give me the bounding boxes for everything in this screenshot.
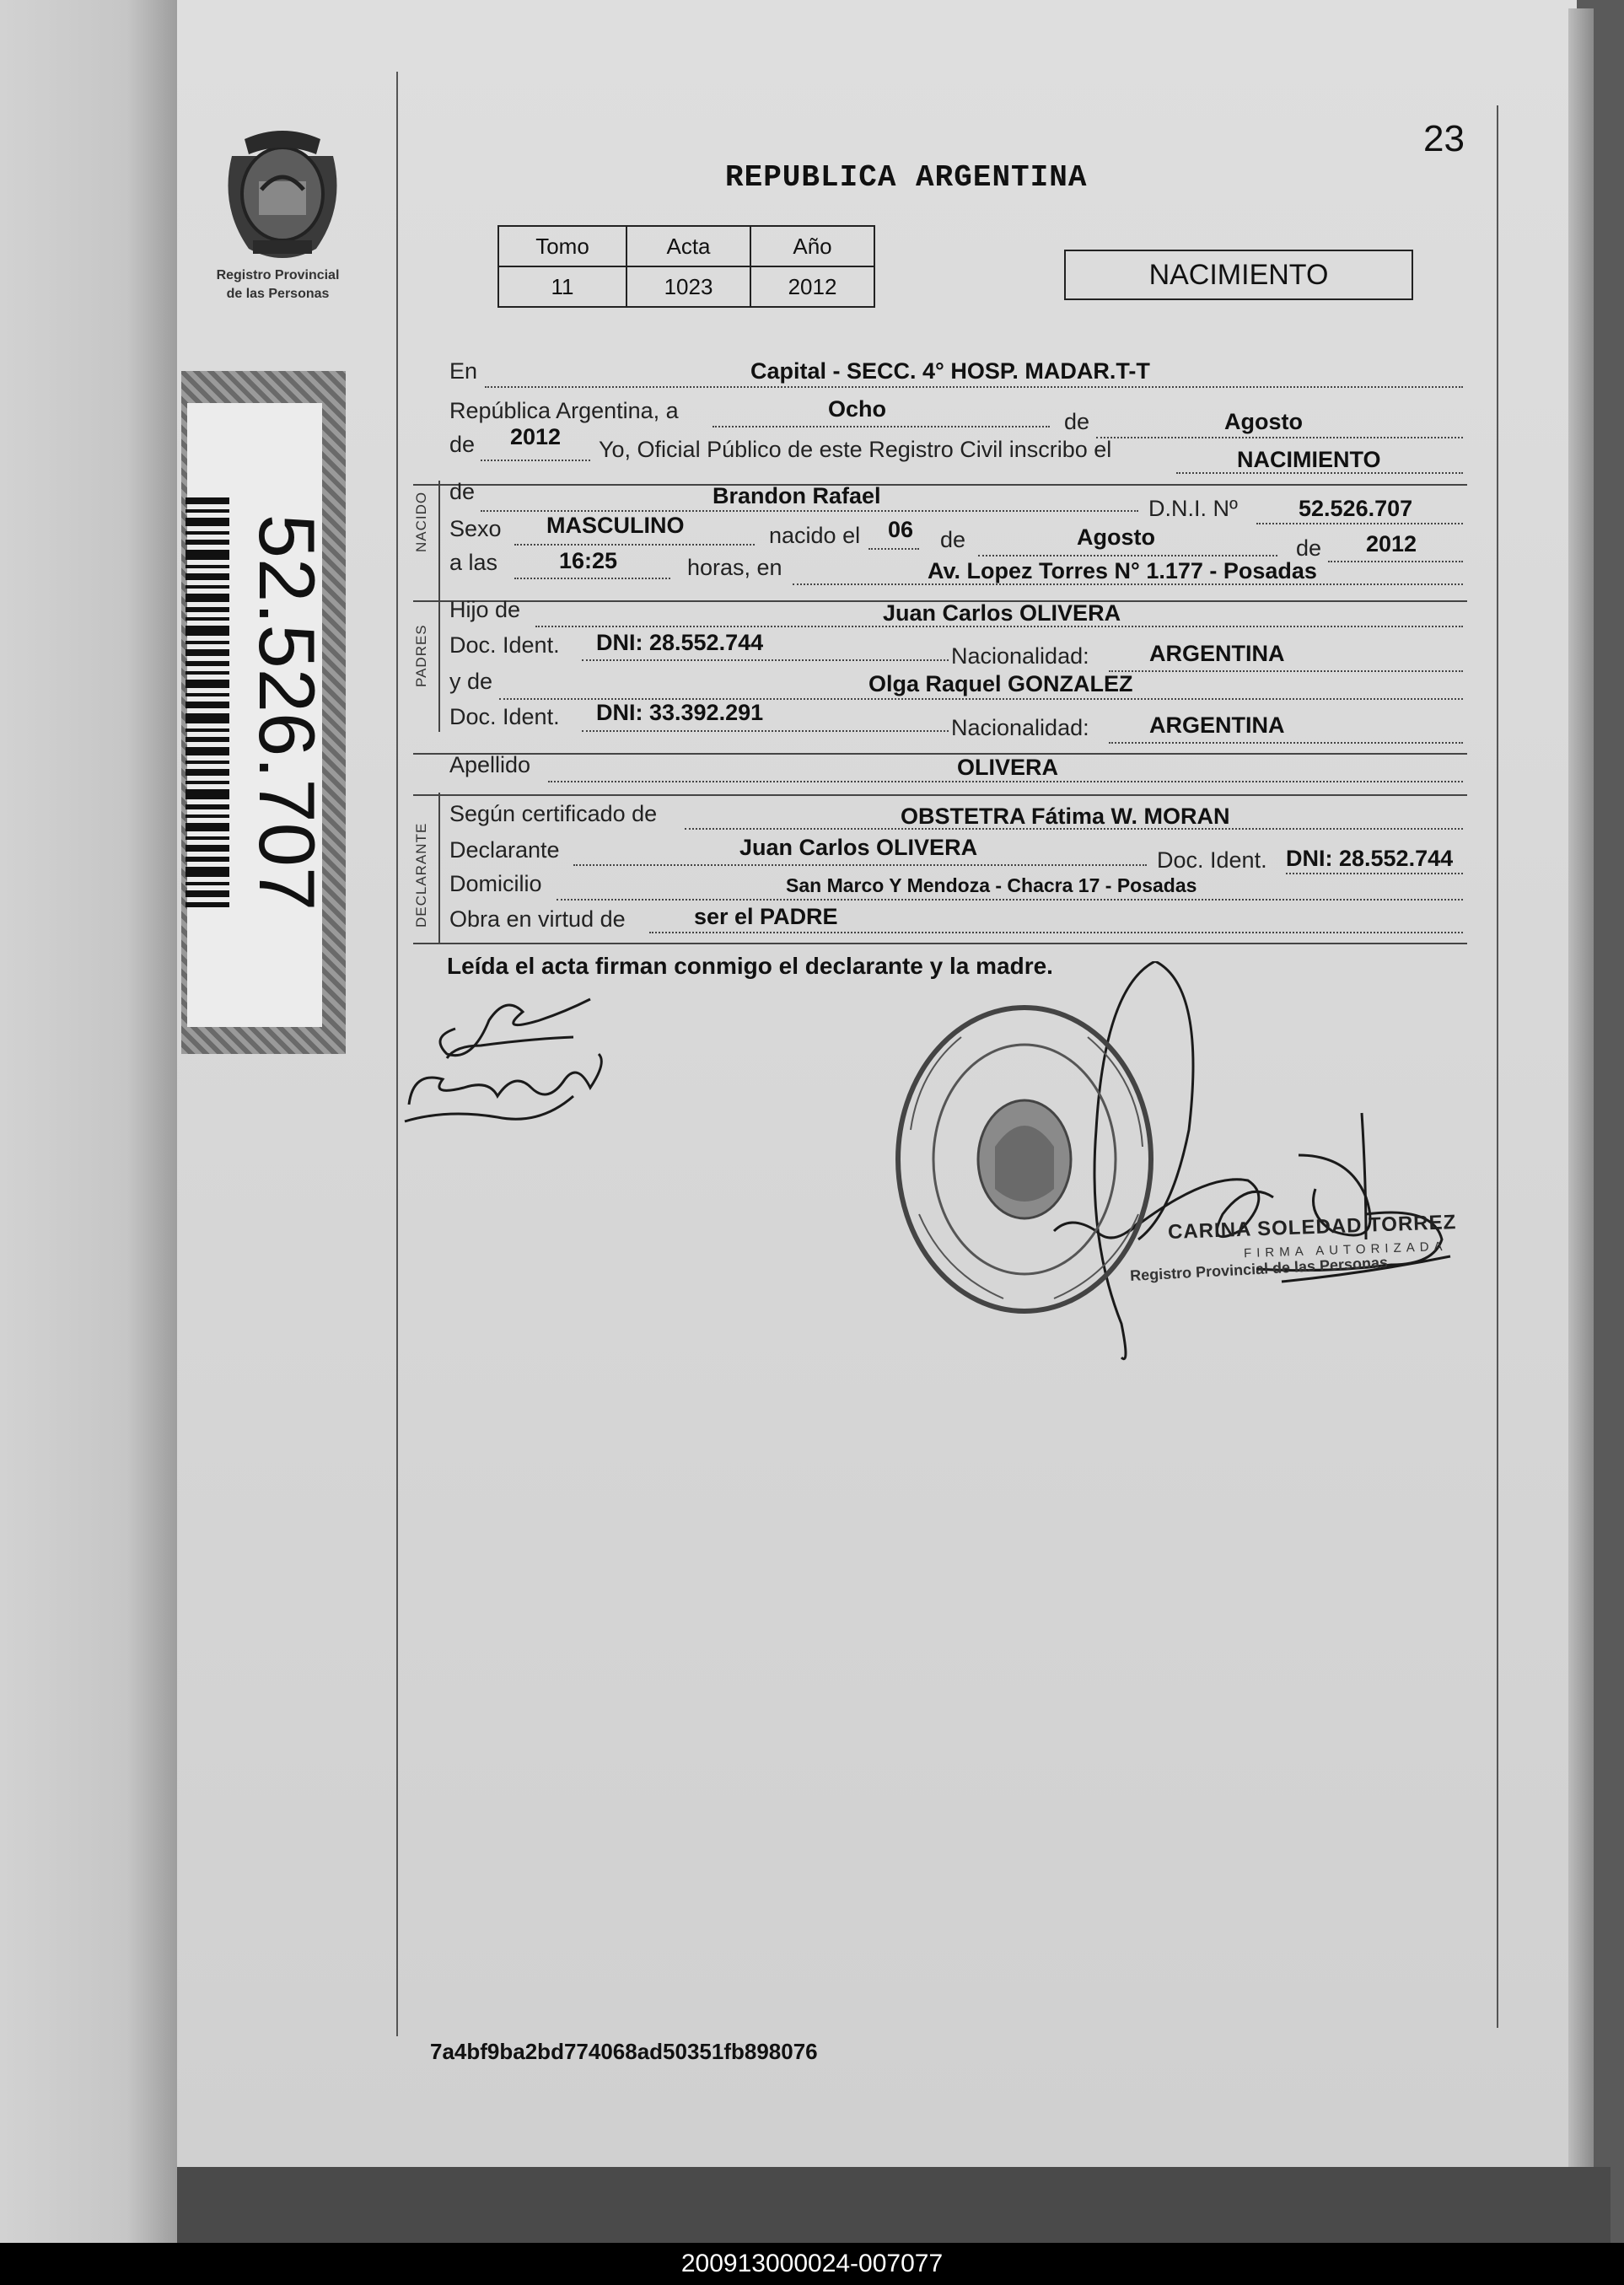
dni-label: D.N.I. Nº [1148, 496, 1238, 521]
father-nationality-label: Nacionalidad: [951, 643, 1089, 669]
dotted-line [649, 932, 1463, 933]
declarant-doc: DNI: 28.552.744 [1286, 846, 1454, 871]
declarant-address: San Marco Y Mendoza - Chacra 17 - Posadas [786, 874, 1197, 896]
left-book-page [0, 0, 181, 2243]
page-number: 23 [1423, 118, 1465, 159]
nacido-el-label: nacido el [769, 523, 861, 548]
dotted-line [1096, 437, 1463, 438]
registered-event: NACIMIENTO [1237, 447, 1381, 472]
birth-time: 16:25 [559, 548, 618, 573]
scan-footer-id: 200913000024-007077 [0, 2243, 1624, 2285]
certificado-label: Según certificado de [449, 801, 658, 826]
register-value-acta: 1023 [626, 266, 750, 307]
surname: OLIVERA [957, 755, 1059, 780]
right-margin-rule [1497, 105, 1498, 2028]
mother-nationality: ARGENTINA [1149, 712, 1285, 738]
dotted-line [481, 510, 1138, 512]
id-number-vertical [236, 460, 337, 965]
registry-name-line1: Registro Provincial [216, 268, 340, 282]
section-divider [413, 753, 1467, 755]
section-divider [413, 794, 1467, 796]
en-label: En [449, 358, 478, 384]
mother-doc: DNI: 33.392.291 [596, 700, 764, 725]
birth-de-label: de [940, 527, 966, 552]
dotted-line [573, 864, 1147, 866]
dotted-line [485, 386, 1463, 388]
nacido-section-tag: NACIDO [413, 491, 429, 552]
father-name: Juan Carlos OLIVERA [883, 600, 1121, 626]
child-name: Brandon Rafael [713, 483, 881, 508]
id-number-text: 52.526.707 [243, 513, 331, 911]
declarante-label: Declarante [449, 837, 560, 863]
declarant-doc-label: Doc. Ident. [1157, 847, 1267, 873]
father-nationality: ARGENTINA [1149, 641, 1285, 666]
registration-place: Capital - SECC. 4° HOSP. MADAR.T-T [750, 358, 1150, 384]
section-rule [438, 597, 440, 732]
document-hash: 7a4bf9ba2bd774068ad50351fb898076 [430, 2039, 818, 2064]
dotted-line [978, 555, 1277, 556]
sheet-edge [1568, 8, 1594, 2167]
section-divider [413, 484, 1467, 486]
official-role: FIRMA AUTORIZADA [1243, 1239, 1448, 1261]
a-las-label: a las [449, 550, 498, 575]
father-doc: DNI: 28.552.744 [596, 630, 764, 655]
official-seal-icon [885, 995, 1164, 1324]
register-header-acta: Acta [626, 226, 750, 266]
birth-month: Agosto [1077, 524, 1155, 550]
y-de-label: y de [449, 669, 493, 694]
book-cover-bottom [177, 2167, 1611, 2243]
register-value-tomo: 11 [498, 266, 626, 307]
mother-doc-label: Doc. Ident. [449, 704, 560, 729]
document-type-box: NACIMIENTO [1064, 250, 1413, 300]
father-doc-label: Doc. Ident. [449, 632, 560, 658]
mother-name: Olga Raquel GONZALEZ [868, 671, 1133, 696]
dotted-line [1286, 873, 1463, 874]
register-header-ano: Año [750, 226, 874, 266]
dotted-line [1109, 742, 1463, 744]
dotted-line [514, 578, 670, 579]
child-sex: MASCULINO [546, 513, 685, 538]
dotted-line [557, 899, 1463, 901]
official-registry: Registro Provincial de las Personas [1129, 1254, 1389, 1284]
dotted-line [582, 659, 949, 661]
birth-place: Av. Lopez Torres N° 1.177 - Posadas [928, 558, 1317, 583]
sexo-label: Sexo [449, 516, 502, 541]
registration-year: 2012 [510, 424, 562, 449]
republica-label: República Argentina, a [449, 398, 679, 423]
dotted-line [713, 426, 1050, 427]
officer-statement: Yo, Oficial Público de este Registro Civil inscribo el [599, 437, 1112, 462]
register-table [497, 225, 875, 308]
apellido-label: Apellido [449, 752, 531, 777]
hijo-de-label: Hijo de [449, 597, 521, 622]
section-rule [438, 793, 440, 943]
dotted-line [1328, 561, 1463, 562]
closing-statement: Leída el acta firman conmigo el declarante y la madre. [447, 953, 1053, 979]
registration-month: Agosto [1224, 409, 1303, 434]
register-header-tomo: Tomo [498, 226, 626, 266]
dotted-line [548, 781, 1463, 782]
de-label: de [1064, 409, 1090, 434]
obra-label: Obra en virtud de [449, 906, 626, 932]
registration-day: Ocho [828, 396, 887, 422]
barcode-icon [179, 497, 229, 911]
provincial-coat-of-arms-icon [215, 122, 350, 266]
dotted-line [1256, 523, 1463, 524]
child-dni: 52.526.707 [1299, 496, 1413, 521]
declarante-section-tag: DECLARANTE [413, 822, 429, 927]
official-name: CARINA SOLEDAD TORREZ [1167, 1211, 1457, 1244]
country-title: REPUBLICA ARGENTINA [725, 160, 1088, 195]
birth-day: 06 [888, 517, 914, 542]
horas-en-label: horas, en [687, 555, 782, 580]
dotted-line [1109, 670, 1463, 672]
domicilio-label: Domicilio [449, 871, 542, 896]
declarant-reason: ser el PADRE [694, 904, 838, 929]
birth-year: 2012 [1366, 531, 1417, 556]
birth-de-year-label: de [1296, 535, 1322, 561]
dotted-line [868, 548, 919, 550]
register-table-header-row [498, 226, 874, 266]
declarant-name: Juan Carlos OLIVERA [739, 835, 978, 860]
section-rule [438, 481, 440, 599]
dotted-line [514, 544, 755, 546]
section-divider [413, 943, 1467, 944]
mother-nationality-label: Nacionalidad: [951, 715, 1089, 740]
nacido-de-label: de [449, 479, 476, 504]
registry-name-line2: de las Personas [226, 287, 330, 301]
register-table-value-row [498, 266, 874, 307]
padres-section-tag: PADRES [413, 624, 429, 687]
birth-certificate-issuer: OBSTETRA Fátima W. MORAN [901, 804, 1230, 829]
register-value-ano: 2012 [750, 266, 874, 307]
dotted-line [481, 460, 590, 461]
de-year-label: de [449, 432, 476, 457]
dotted-line [582, 730, 949, 732]
